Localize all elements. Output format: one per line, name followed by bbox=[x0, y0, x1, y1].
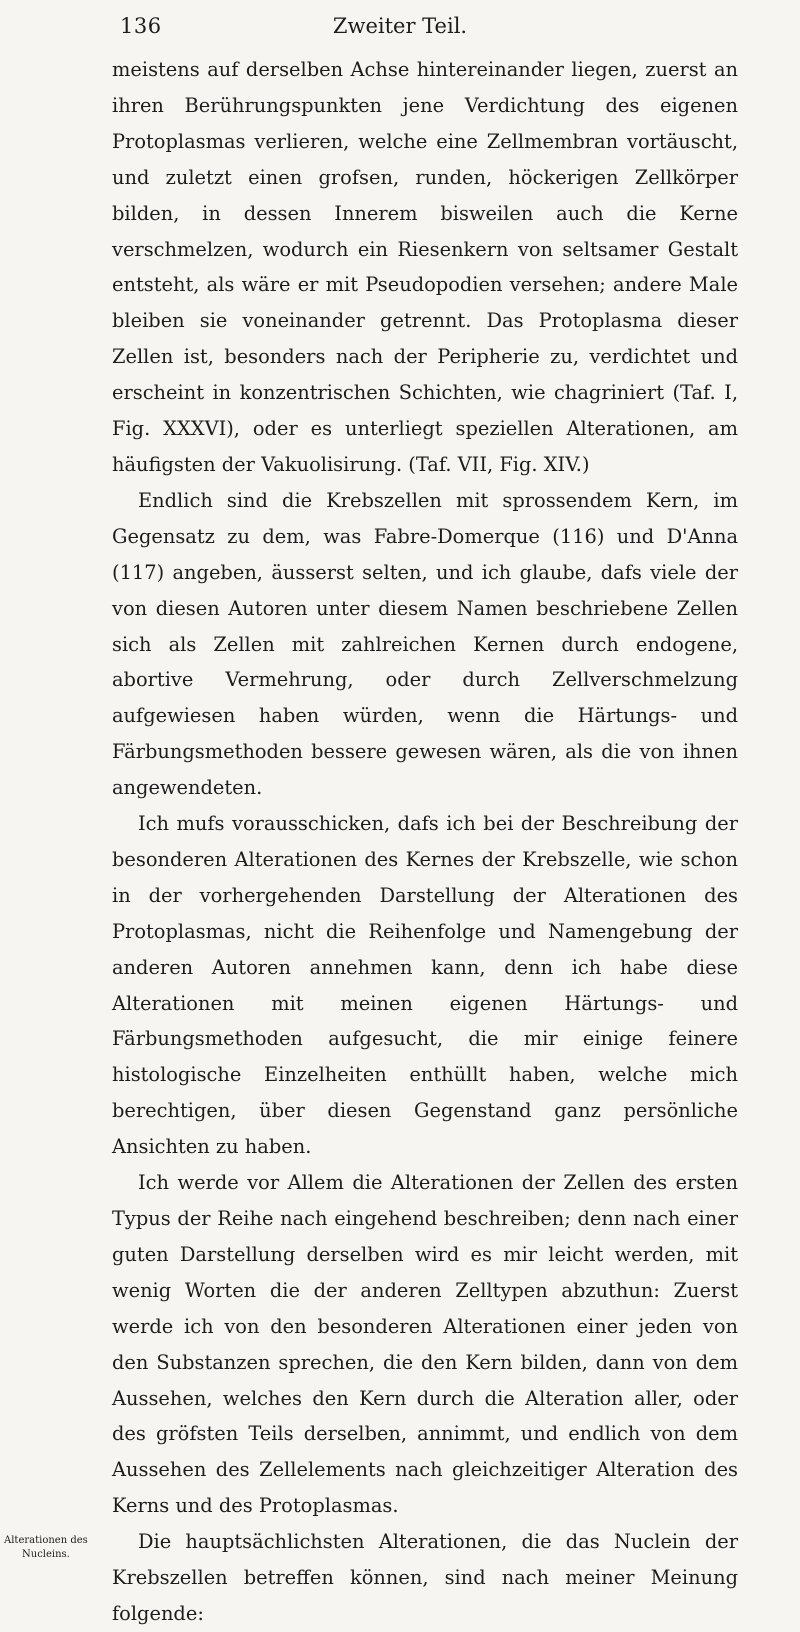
paragraph-5: Die hauptsächlichsten Alterationen, die das Nuclein der Krebszellen betreffen können, sind nach meiner Meinung folgende: bbox=[112, 1530, 738, 1625]
paragraph-4: Ich werde vor Allem die Alterationen der Zellen des ersten Typus der Reihe nach eingehend beschreiben; denn nach einer guten Darstellung derselben wird es mir leicht werden, mit wenig Worten die der anderen Zelltypen abzuthun: Zuerst werde ich von den besonderen Alterationen einer jeden von den Substanzen sprechen, die den Kern bilden, dann von dem Aussehen, welches den Kern durch die Alteration aller, oder des gröfsten Teils derselben, annimmt, und endlich von dem Aussehen des Zellelements nach gleichzeitiger Alteration des Kerns und des Protoplasmas. bbox=[112, 1171, 738, 1518]
margin-note bbox=[4, 1534, 104, 1562]
running-title: Zweiter Teil. bbox=[332, 14, 468, 38]
page-number: 136 bbox=[120, 14, 162, 38]
paragraph-3: Ich mufs vorausschicken, dafs ich bei der Beschreibung der besonderen Alterationen des Kernes der Krebszelle, wie schon in der vorhergehenden Darstellung der Alterationen des Protoplasmas, nicht die Reihenfolge und Namengebung der anderen Autoren annehmen kann, denn ich habe diese Alterationen mit meinen eigenen Härtungs- und Färbungsmethoden aufgesucht, die mir einige feinere histologische Einzelheiten enthüllt haben, welche mich berechtigen, über diesen Gegenstand ganz persönliche Ansichten zu haben. bbox=[112, 812, 738, 1159]
paragraph-2: Endlich sind die Krebszellen mit sprossendem Kern, im Gegensatz zu dem, was Fabre-Domerque (116) und D'Anna (117) angeben, äusserst selten, und ich glaube, dafs viele der von diesen Autoren unter diesem Namen beschriebene Zellen sich als Zellen mit zahlreichen Kernen durch endogene, abortive Vermehrung, oder durch Zellverschmelzung aufgewiesen haben würden, wenn die Härtungs- und Färbungsmethoden bessere gewesen wären, als die von ihnen angewendeten. bbox=[112, 488, 738, 800]
margin-note-line-2: Nucleins. bbox=[22, 1549, 70, 1561]
margin-note-line-1: Alterationen des bbox=[4, 1535, 88, 1547]
page-header bbox=[60, 14, 740, 44]
paragraph-1: meistens auf derselben Achse hintereinander liegen, zuerst an ihren Berührungspunkten jene Verdichtung des eigenen Protoplasmas verlieren, welche eine Zellmembran vortäuscht, und zuletzt einen grofsen, runden, höckerigen Zellkörper bilden, in dessen Innerem bisweilen auch die Kerne verschmelzen, wodurch ein Riesenkern von seltsamer Gestalt entsteht, als wäre er mit Pseudopodien versehen; andere Male bleiben sie voneinander getrennt. Das Protoplasma dieser Zellen ist, besonders nach der Peripherie zu, verdichtet und erscheint in konzentrischen Schichten, wie chagriniert (Taf. I, Fig. XXXVI), oder es unterliegt speziellen Alterationen, am häufigsten der Vakuolisirung. (Taf. VII, Fig. XIV.) bbox=[112, 58, 738, 476]
body-text bbox=[112, 52, 738, 1632]
